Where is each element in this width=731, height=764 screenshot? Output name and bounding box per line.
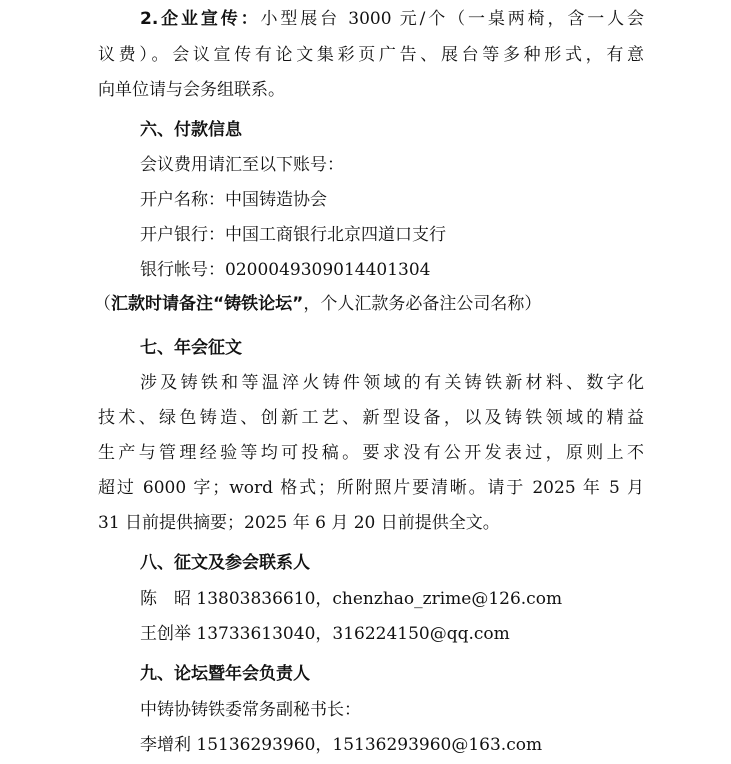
account-no-value: 0200049309014401304 — [225, 260, 431, 280]
account-name-value: 中国铸造协会 — [225, 190, 327, 210]
payment-intro: 会议费用请汇至以下账号： — [140, 155, 344, 175]
bank-line — [140, 223, 446, 247]
account-no-line — [140, 258, 431, 282]
enterprise-label: 2.企业宣传： — [140, 9, 261, 29]
payment-note-open: （ — [94, 294, 111, 314]
papers-line-2: 技术、绿色铸造、创新工艺、新型设备，以及铸铁领域的精益 — [98, 408, 644, 428]
account-name-line — [140, 188, 327, 212]
papers-line-1: 涉及铸铁和等温淬火铸件领域的有关铸铁新材料、数字化 — [140, 373, 644, 393]
leader-title: 中铸协铸铁委常务副秘书长： — [140, 700, 361, 720]
bank-label: 开户银行： — [140, 225, 225, 245]
bank-value: 中国工商银行北京四道口支行 — [225, 225, 446, 245]
contact-1: 陈 昭 13803836610，chenzhao_zrime@126.com — [140, 589, 563, 609]
payment-note-bold: 汇款时请备注“铸铁论坛” — [111, 294, 304, 314]
payment-note — [94, 292, 541, 316]
account-no-label: 银行帐号： — [140, 260, 225, 280]
contact-2: 王创举 13733613040，316224150@qq.com — [140, 624, 510, 644]
contacts-heading: 八、征文及参会联系人 — [140, 553, 310, 573]
enterprise-text-1: 小型展台 3000 元/个（一桌两椅，含一人会 — [260, 9, 644, 29]
account-name-label: 开户名称： — [140, 190, 225, 210]
leader-contact: 李增利 15136293960，15136293960@163.com — [140, 735, 543, 755]
papers-line-5: 31 日前提供摘要；2025 年 6 月 20 日前提供全文。 — [98, 513, 500, 533]
papers-line-4: 超过 6000 字；word 格式；所附照片要清晰。请于 2025 年 5 月 — [98, 478, 644, 498]
payment-note-rest: ，个人汇款务必备注公司名称） — [303, 294, 542, 314]
enterprise-line-2: 议费）。会议宣传有论文集彩页广告、展台等多种形式，有意 — [98, 45, 644, 65]
papers-heading: 七、年会征文 — [140, 338, 242, 358]
enterprise-line-1 — [140, 7, 644, 31]
enterprise-line-3: 向单位请与会务组联系。 — [98, 80, 285, 100]
leaders-heading: 九、论坛暨年会负责人 — [140, 664, 310, 684]
papers-line-3: 生产与管理经验等均可投稿。要求没有公开发表过，原则上不 — [98, 443, 644, 463]
payment-heading: 六、付款信息 — [140, 120, 242, 140]
